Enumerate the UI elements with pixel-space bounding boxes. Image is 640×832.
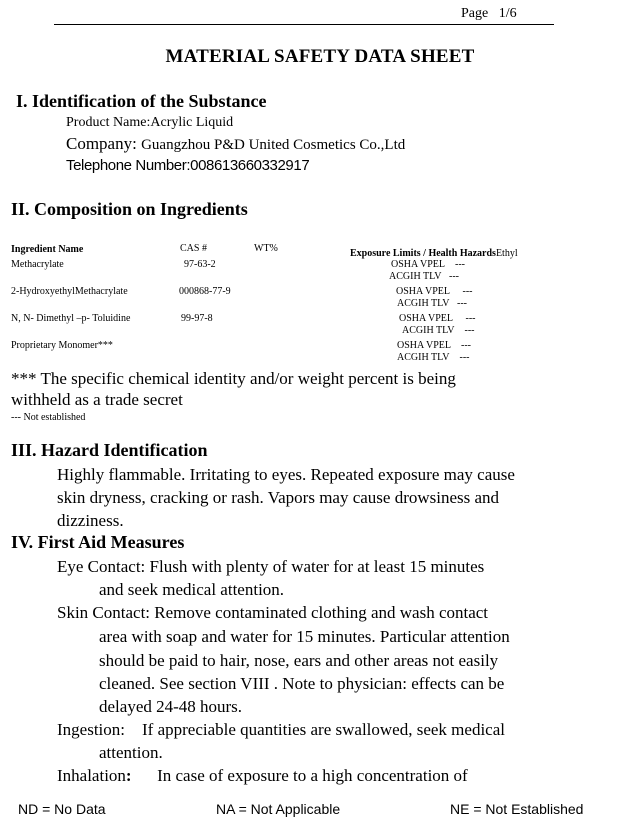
table-row-limit [391,259,465,270]
col-header-wt: WT% [254,243,278,254]
company [66,134,405,154]
skin-contact-text: should be paid to hair, nose, ears and other areas not easily [99,651,499,670]
inhalation-text [57,765,468,786]
table-row-name: Proprietary Monomer*** [11,340,113,351]
hazard-text: dizziness. [57,511,124,530]
telephone [66,157,309,174]
section-1-heading: I. Identification of the Substance [16,91,267,111]
page-count: 1/6 [498,6,517,21]
hazard-text: Highly flammable. Irritating to eyes. Repeated exposure may cause [57,465,515,484]
footer-nd: ND = No Data [18,801,106,817]
limit-label: OSHA VPEL [391,259,445,270]
section-4-heading: IV. First Aid Measures [11,532,185,552]
not-established-note: --- Not established [11,412,86,423]
trade-secret-note: *** The specific chemical identity and/or weight percent is being [11,369,456,388]
table-row-name: 2-HydroxyethylMethacrylate [11,286,128,297]
ingestion-label: Ingestion: [57,720,125,739]
table-row-limit [396,286,473,297]
limit-label: OSHA VPEL [399,313,453,324]
table-row-name: Methacrylate [11,259,64,270]
inhalation-colon: : [125,766,132,785]
limit-label: OSHA VPEL [397,340,451,351]
limit-label: ACGIH TLV [397,298,450,309]
telephone-value: 008613660332917 [190,157,310,174]
limit-label: OSHA VPEL [396,286,450,297]
limit-value: --- [457,298,468,309]
footer-ne: NE = Not Established [450,801,584,817]
ingestion-text: attention. [99,743,163,762]
inhalation-body: In case of exposure to a high concentration of [157,766,468,785]
company-label: Company: [66,134,137,153]
footer-na: NA = Not Applicable [216,801,341,817]
ingestion-body: If appreciable quantities are swallowed, seek medical [142,720,505,739]
table-row-cas: 97-63-2 [184,259,216,270]
inhalation-label: Inhalation [57,766,126,785]
ingestion-text [57,719,505,740]
table-row-cas: 99-97-8 [181,313,213,324]
limit-value: --- [461,340,471,351]
limit-value: --- [455,259,465,270]
limit-value: --- [462,286,473,297]
section-2-heading: II. Composition on Ingredients [11,199,248,219]
limit-label: ACGIH TLV [389,271,442,282]
limit-value: --- [465,313,476,324]
table-row-limit [397,352,470,363]
hazard-text: skin dryness, cracking or rash. Vapors may cause drowsiness and [57,488,500,507]
table-row-limit [402,325,475,336]
col-header-overflow: Ethyl [495,248,518,259]
eye-contact-text: Eye Contact: Flush with plenty of water for at least 15 minutes [57,557,485,576]
skin-contact-text: delayed 24-48 hours. [99,697,243,716]
table-row-name: N, N- Dimethyl –p- Toluidine [11,313,131,324]
header-rule [54,24,554,25]
eye-contact-text: and seek medical attention. [99,580,285,599]
table-row-limit [397,298,467,309]
limit-label: ACGIH TLV [397,352,450,363]
page-label: Page [461,6,489,21]
product-name [66,115,233,131]
product-name-value: Acrylic Liquid [150,115,234,130]
skin-contact-text: area with soap and water for 15 minutes. Particular attention [99,627,510,646]
col-header-ingredient: Ingredient Name [11,244,84,255]
table-row-limit [389,271,459,282]
col-header-exposure-text: Exposure Limits / Health Hazards [350,248,496,259]
page-number [461,6,517,22]
table-row-cas: 000868-77-9 [179,286,231,297]
telephone-label: Telephone Number: [66,157,191,174]
table-row-limit [399,313,476,324]
skin-contact-text: cleaned. See section VIII . Note to physician: effects can be [99,674,505,693]
limit-value: --- [459,352,470,363]
skin-contact-text: Skin Contact: Remove contaminated clothing and wash contact [57,603,489,622]
section-3-heading: III. Hazard Identification [11,440,208,460]
limit-value: --- [464,325,475,336]
col-header-cas: CAS # [180,243,207,254]
limit-label: ACGIH TLV [402,325,455,336]
document-title: MATERIAL SAFETY DATA SHEET [165,46,475,67]
table-row-limit [397,340,471,351]
trade-secret-note: withheld as a trade secret [11,390,183,409]
limit-value: --- [449,271,460,282]
company-value: Guangzhou P&D United Cosmetics Co.,Ltd [141,137,406,153]
product-name-label: Product Name: [66,115,151,130]
